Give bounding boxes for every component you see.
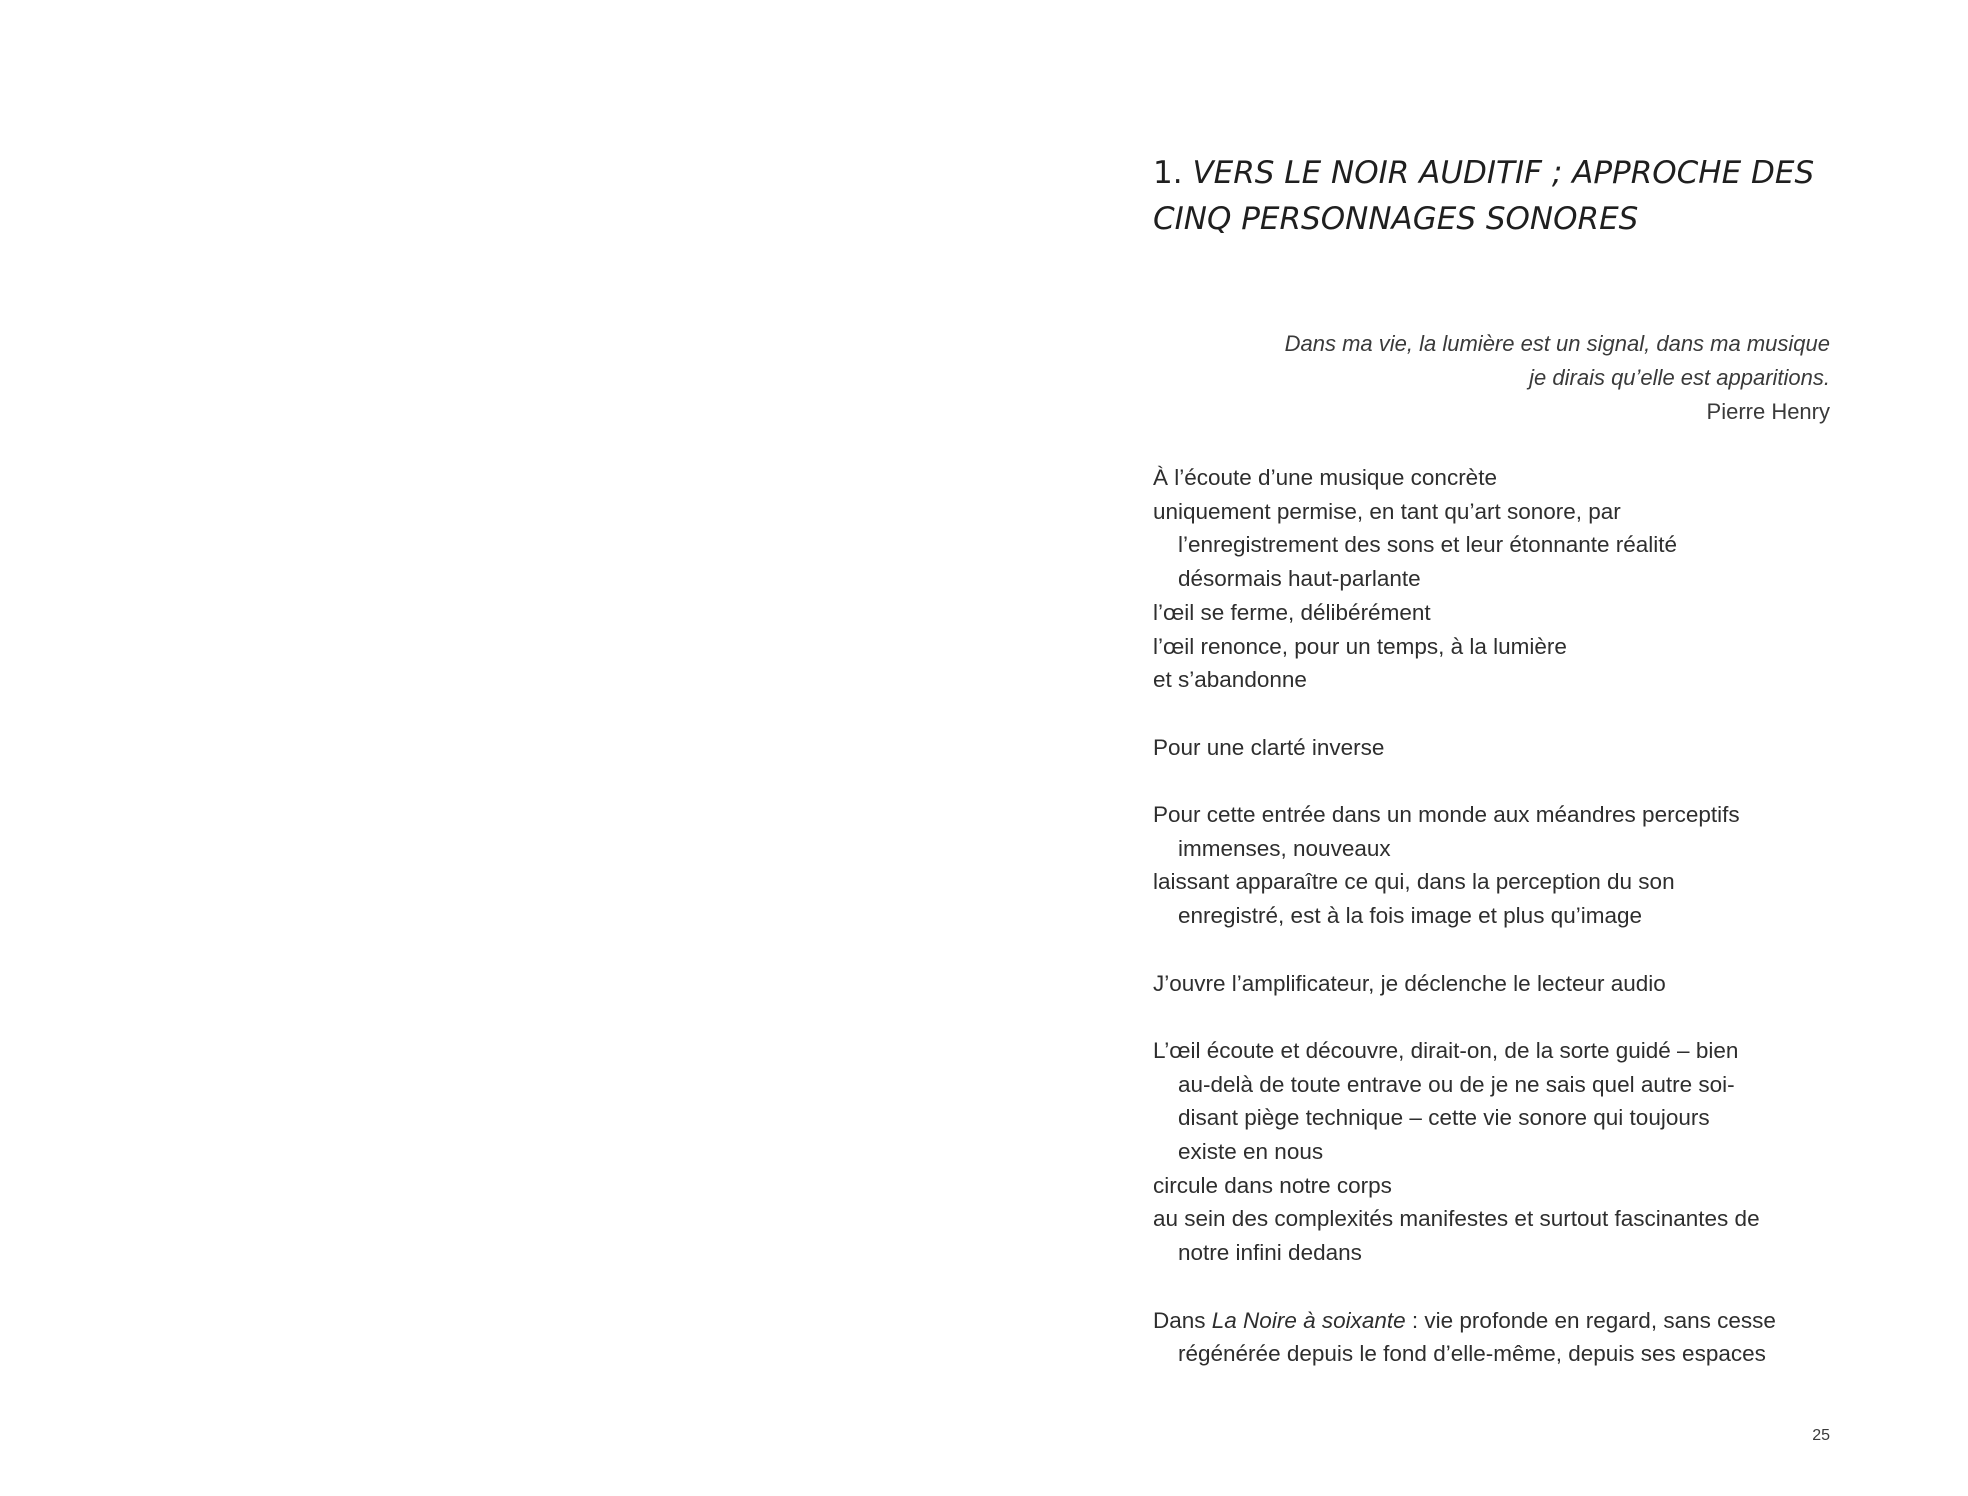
- page-number: 25: [1812, 1427, 1830, 1444]
- stanza-4: [1153, 967, 1843, 1001]
- epigraph-author: Pierre Henry: [1706, 399, 1830, 424]
- work-title: La Noire à soixante: [1211, 1307, 1406, 1333]
- stanza-5: [1153, 1034, 1843, 1270]
- poem-line: l’œil renonce, pour un temps, à la lumière: [1153, 633, 1567, 659]
- poem-line: régénérée depuis le fond d’elle-même, depuis ses espaces: [1178, 1341, 1766, 1367]
- poem-line: [1153, 1304, 1843, 1338]
- chapter-number: 1.: [1153, 155, 1183, 191]
- stanza-2: [1153, 731, 1843, 765]
- poem-line: laissant apparaître ce qui, dans la perception du son: [1153, 869, 1675, 895]
- poem-line: disant piège technique – cette vie sonore qui toujours: [1178, 1105, 1710, 1131]
- poem-line: existe en nous: [1178, 1139, 1324, 1164]
- chapter-title-line-2: CINQ PERSONNAGES SONORES: [1153, 201, 1639, 237]
- poem-text: : vie profonde en regard, sans cesse: [1405, 1307, 1776, 1333]
- chapter-title-line-1: VERS LE NOIR AUDITIF ; APPROCHE DES: [1192, 155, 1815, 191]
- epigraph-line-2: je dirais qu’elle est apparitions.: [1529, 365, 1830, 390]
- poem-line: l’enregistrement des sons et leur étonnante réalité: [1178, 532, 1678, 558]
- poem-line: désormais haut-parlante: [1178, 566, 1421, 592]
- poem-line: uniquement permise, en tant qu’art sonore, par: [1153, 498, 1621, 524]
- poem-line: et s’abandonne: [1153, 667, 1307, 693]
- chapter-title: [1153, 150, 1853, 242]
- poem-line: L’œil écoute et découvre, dirait-on, de la sorte guidé – bien: [1153, 1037, 1739, 1063]
- poem-line: enregistré, est à la fois image et plus qu’image: [1178, 903, 1642, 929]
- poem-line: au-delà de toute entrave ou de je ne sais quel autre soi-: [1178, 1071, 1735, 1097]
- poem-line: Pour une clarté inverse: [1153, 734, 1385, 760]
- poem-line: Pour cette entrée dans un monde aux méandres perceptifs: [1153, 802, 1740, 827]
- poem-line: au sein des complexités manifestes et surtout fascinantes de: [1153, 1206, 1760, 1232]
- poem-line: notre infini dedans: [1178, 1240, 1362, 1266]
- stanza-6: [1153, 1304, 1843, 1371]
- poem-line: l’œil se ferme, délibérément: [1153, 599, 1431, 625]
- poem-text: Dans: [1153, 1307, 1212, 1333]
- poem-line: À l’écoute d’une musique concrète: [1153, 465, 1497, 490]
- epigraph: [1153, 327, 1830, 429]
- poem-line: J’ouvre l’amplificateur, je déclenche le lecteur audio: [1153, 970, 1666, 996]
- poem-body: [1153, 461, 1843, 1371]
- poem-line: immenses, nouveaux: [1178, 835, 1391, 861]
- stanza-3: [1153, 798, 1843, 933]
- poem-line: circule dans notre corps: [1153, 1172, 1392, 1198]
- epigraph-line-1: Dans ma vie, la lumière est un signal, dans ma musique: [1284, 331, 1830, 356]
- stanza-1: [1153, 461, 1843, 697]
